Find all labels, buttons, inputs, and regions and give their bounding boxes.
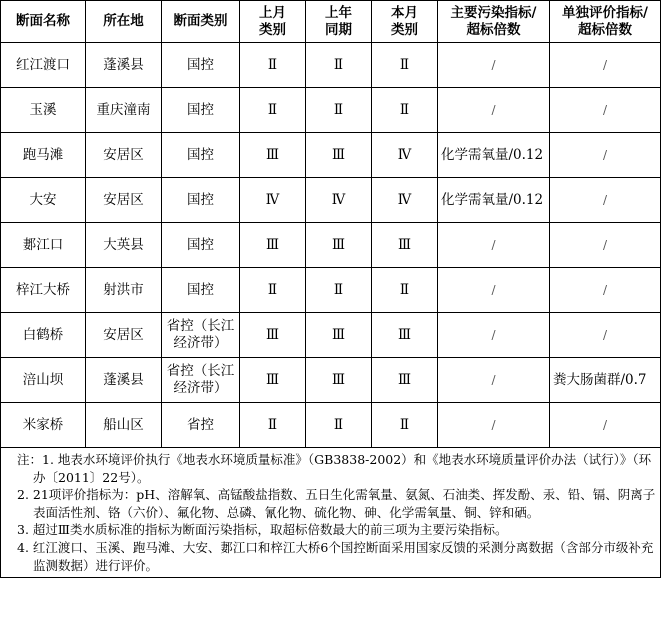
cell-last-year: Ⅲ xyxy=(306,133,372,178)
table-body xyxy=(1,43,661,448)
cell-section-name: 米家桥 xyxy=(1,403,86,448)
cell-section-name: 红江渡口 xyxy=(1,43,86,88)
cell-last-year: Ⅱ xyxy=(306,268,372,313)
table-row xyxy=(1,358,661,403)
cell-this-month: Ⅱ xyxy=(372,403,438,448)
cell-last-month: Ⅲ xyxy=(240,313,306,358)
notes-row xyxy=(1,448,661,578)
cell-section-type: 国控 xyxy=(162,268,240,313)
note-2: 2. 21项评价指标为：pH、溶解氧、高锰酸盐指数、五日生化需氧量、氨氮、石油类、挥发酚、汞、铅、镉、阴离子表面活性剂、铬（六价）、氟化物、总磷、氰化物、硫化物、砷、化学需氧量、铜、锌和硒。 xyxy=(17,487,656,520)
cell-main-pollutant: 化学需氧量/0.12 xyxy=(438,133,550,178)
cell-last-month: Ⅳ xyxy=(240,178,306,223)
cell-section-type: 国控 xyxy=(162,223,240,268)
table-row xyxy=(1,268,661,313)
cell-last-year: Ⅱ xyxy=(306,43,372,88)
note-4: 4. 红江渡口、玉溪、跑马滩、大安、郪江口和梓江大桥6个国控断面采用国家反馈的采测分离数据（含部分市级补充监测数据）进行评价。 xyxy=(17,539,654,573)
cell-last-year: Ⅱ xyxy=(306,88,372,133)
cell-last-month: Ⅱ xyxy=(240,268,306,313)
cell-this-month: Ⅲ xyxy=(372,313,438,358)
cell-section-type: 国控 xyxy=(162,88,240,133)
cell-this-month: Ⅱ xyxy=(372,43,438,88)
cell-main-pollutant: / xyxy=(438,43,550,88)
cell-main-pollutant: / xyxy=(438,403,550,448)
table-row xyxy=(1,223,661,268)
cell-section-name: 白鹤桥 xyxy=(1,313,86,358)
cell-last-year: Ⅱ xyxy=(306,403,372,448)
cell-single-eval: / xyxy=(550,403,661,448)
cell-location: 安居区 xyxy=(86,178,162,223)
table-row xyxy=(1,178,661,223)
cell-location: 蓬溪县 xyxy=(86,43,162,88)
cell-this-month: Ⅲ xyxy=(372,358,438,403)
cell-main-pollutant: / xyxy=(438,223,550,268)
cell-main-pollutant: / xyxy=(438,268,550,313)
cell-section-type: 省控（长江经济带） xyxy=(162,358,240,403)
cell-single-eval: / xyxy=(550,178,661,223)
cell-location: 安居区 xyxy=(86,313,162,358)
header-this-month: 本月 类别 xyxy=(372,1,438,43)
cell-single-eval: / xyxy=(550,313,661,358)
cell-section-name: 梓江大桥 xyxy=(1,268,86,313)
cell-last-year: Ⅲ xyxy=(306,313,372,358)
cell-last-month: Ⅲ xyxy=(240,133,306,178)
cell-section-name: 郪江口 xyxy=(1,223,86,268)
table-row xyxy=(1,313,661,358)
cell-main-pollutant: / xyxy=(438,358,550,403)
cell-location: 大英县 xyxy=(86,223,162,268)
cell-main-pollutant: 化学需氧量/0.12 xyxy=(438,178,550,223)
cell-section-name: 涪山坝 xyxy=(1,358,86,403)
notes-cell xyxy=(1,448,661,578)
table-header-row xyxy=(1,1,661,43)
header-section-name: 断面名称 xyxy=(1,1,86,43)
cell-last-year: Ⅳ xyxy=(306,178,372,223)
header-location: 所在地 xyxy=(86,1,162,43)
cell-last-year: Ⅲ xyxy=(306,358,372,403)
header-section-type: 断面类别 xyxy=(162,1,240,43)
cell-section-name: 玉溪 xyxy=(1,88,86,133)
cell-this-month: Ⅱ xyxy=(372,268,438,313)
cell-section-name: 跑马滩 xyxy=(1,133,86,178)
cell-single-eval: 粪大肠菌群/0.7 xyxy=(550,358,661,403)
cell-last-month: Ⅲ xyxy=(240,223,306,268)
cell-last-month: Ⅲ xyxy=(240,358,306,403)
header-last-month: 上月 类别 xyxy=(240,1,306,43)
cell-main-pollutant: / xyxy=(438,313,550,358)
cell-main-pollutant: / xyxy=(438,88,550,133)
cell-location: 重庆潼南 xyxy=(86,88,162,133)
cell-single-eval: / xyxy=(550,43,661,88)
cell-single-eval: / xyxy=(550,223,661,268)
header-main-pollutant: 主要污染指标/ 超标倍数 xyxy=(438,1,550,43)
note-3: 3. 超过Ⅲ类水质标准的指标为断面污染指标，取超标倍数最大的前三项为主要污染指标。 xyxy=(17,522,508,538)
table-row xyxy=(1,133,661,178)
cell-location: 船山区 xyxy=(86,403,162,448)
cell-single-eval: / xyxy=(550,268,661,313)
cell-this-month: Ⅲ xyxy=(372,223,438,268)
cell-this-month: Ⅱ xyxy=(372,88,438,133)
cell-single-eval: / xyxy=(550,88,661,133)
cell-section-name: 大安 xyxy=(1,178,86,223)
cell-location: 射洪市 xyxy=(86,268,162,313)
table-row xyxy=(1,403,661,448)
cell-single-eval: / xyxy=(550,133,661,178)
cell-location: 安居区 xyxy=(86,133,162,178)
cell-last-month: Ⅱ xyxy=(240,88,306,133)
cell-last-year: Ⅲ xyxy=(306,223,372,268)
table-row xyxy=(1,43,661,88)
header-single-eval: 单独评价指标/ 超标倍数 xyxy=(550,1,661,43)
cell-section-type: 省控 xyxy=(162,403,240,448)
note-1: 注：1. 地表水环境评价执行《地表水环境质量标准》（GB3838-2002）和《地表水环境质量评价办法（试行）》（环办〔2011〕22号）。 xyxy=(17,452,652,485)
cell-section-type: 国控 xyxy=(162,178,240,223)
cell-this-month: Ⅳ xyxy=(372,133,438,178)
cell-section-type: 国控 xyxy=(162,133,240,178)
cell-section-type: 省控（长江经济带） xyxy=(162,313,240,358)
cell-last-month: Ⅱ xyxy=(240,403,306,448)
cell-last-month: Ⅱ xyxy=(240,43,306,88)
cell-location: 蓬溪县 xyxy=(86,358,162,403)
table-row xyxy=(1,88,661,133)
header-last-year: 上年 同期 xyxy=(306,1,372,43)
cell-this-month: Ⅳ xyxy=(372,178,438,223)
cell-section-type: 国控 xyxy=(162,43,240,88)
